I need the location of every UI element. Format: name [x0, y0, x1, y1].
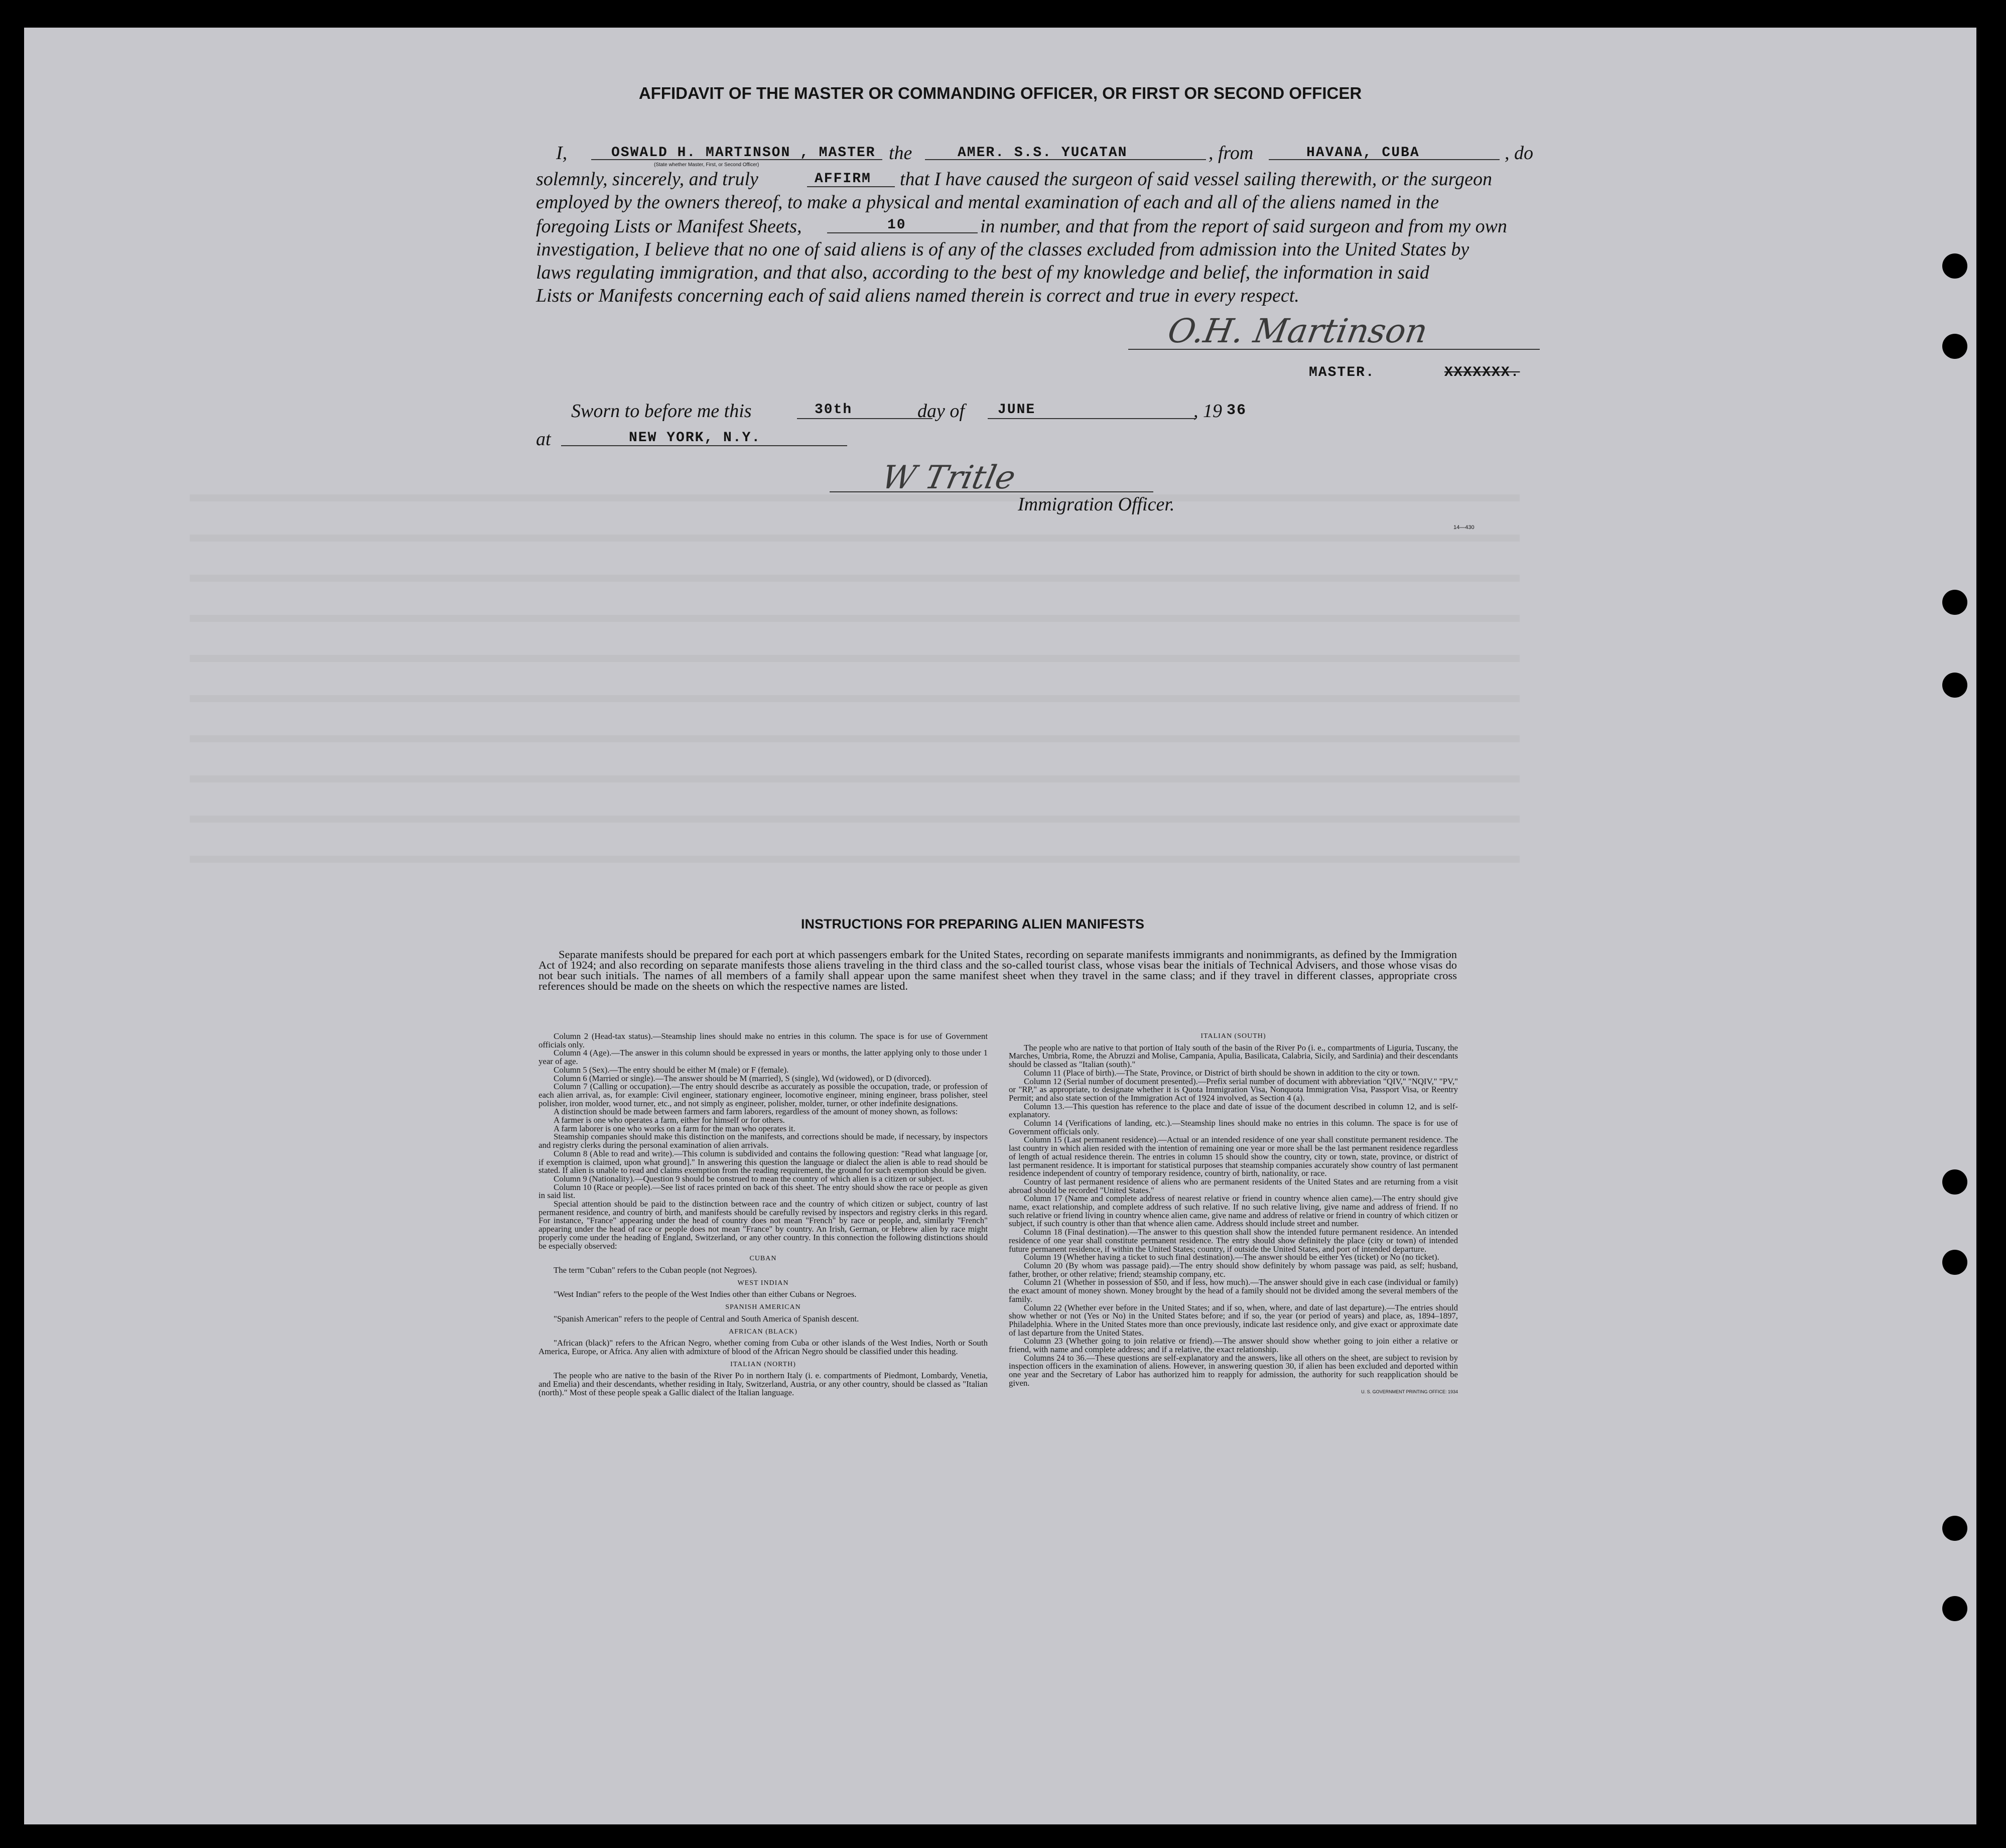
- binder-hole: [1942, 253, 1967, 279]
- affidavit-text: the: [889, 143, 912, 164]
- instruction-paragraph: Column 17 (Name and complete address of nearest relative or friend in country whence alien came).—The entry should give name, exact relationship, and complete address of such relative. If no such relative living, give name and address of friend. If no such relative or friend living in country whence alien came, give name and address of relative or friend in country of which citizen or subject, if such country is other than that whence alien came. Address should include street and number.: [1009, 1194, 1458, 1229]
- instruction-paragraph: "African (black)" refers to the African Negro, whether coming from Cuba or other islands of the West Indies, North or South America, Europe, or Africa. Any alien with admixture of blood of the African Negro should be classified under this heading.: [539, 1338, 988, 1356]
- instruction-paragraph: Column 10 (Race or people).—See list of races printed on back of this sheet. The entry should show the race or people as given in said list.: [539, 1182, 988, 1201]
- instruction-paragraph: Column 12 (Serial number of document presented).—Prefix serial number of document with abbreviation "QIV," "NQIV," "PV," or "RP," as appropriate, to designate whether it is Quota Immigration Visa, Nonquota Immigration Visa, Passport Visa, or Reentry Permit; and also state section of the Immigration Act of 1924 involved, as Section 4 (a).: [1009, 1076, 1458, 1103]
- affidavit-text: in number, and that from the report of said surgeon and from my own: [980, 216, 1507, 237]
- instructions-right-column: [1009, 1032, 1458, 1396]
- instruction-paragraph: Column 14 (Verifications of landing, etc.).—Steamship lines should make no entries in this column. The space is for use of Government officials only.: [1009, 1118, 1458, 1136]
- instruction-paragraph: The people who are native to the basin of the River Po in northern Italy (i. e. compartments of Piedmont, Lombardy, Venetia, and Emelia) and their descendants, whether residing in Italy, Switzerland, Austria, or any other country, should be classed as "Italian (north)." Most of these people speak a Gallic dialect of the Italian language.: [539, 1371, 988, 1397]
- instruction-paragraph: "Spanish American" refers to the people of Central and South America of Spanish descent.: [554, 1313, 859, 1324]
- at-label: at: [536, 429, 551, 450]
- vessel-name-field: AMER. S.S. YUCATAN: [958, 145, 1128, 161]
- affidavit-text: , from: [1209, 143, 1254, 164]
- instruction-paragraph: Steamship companies should make this distinction on the manifests, and corrections should be made, if necessary, by inspectors and registry clerks during the personal examination of alien arrivals.: [539, 1132, 988, 1150]
- instruction-paragraph: "West Indian" refers to the people of the West Indies other than either Cubans or Negroes.: [554, 1289, 857, 1299]
- rank-note: (State whether Master, First, or Second Officer): [654, 162, 759, 168]
- instruction-paragraph: Columns 24 to 36.—These questions are self-explanatory and the answers, like all others on the sheet, are subject to revision by inspection officers in the examination of aliens. However, in answering question 30, if alien has been excluded and deported within one year and the Secretary of Labor has authorized him to reapply for admission, the authority for such reapplication should be given.: [1009, 1353, 1458, 1388]
- instruction-paragraph: A distinction should be made between farmers and farm laborers, regardless of the amount of money shown, as follows:: [554, 1107, 958, 1117]
- instruction-paragraph: Column 23 (Whether going to join relative or friend).—The answer should show whether going to join either a relative or friend, with name and complete address; and if a relative, the exact relationship.: [1009, 1336, 1458, 1355]
- instruction-paragraph: Column 9 (Nationality).—Question 9 should be construed to mean the country of which alien is a citizen or subject.: [554, 1173, 945, 1183]
- binder-hole: [1942, 1250, 1967, 1275]
- binder-hole: [1942, 1596, 1967, 1621]
- signature-title-struck: XXXXXXX.: [1444, 365, 1520, 380]
- section-heading: ITALIAN (SOUTH): [1200, 1032, 1266, 1040]
- instructions-intro: [539, 949, 1457, 991]
- instruction-paragraph: A farm laborer is one who works on a farm for the man who operates it.: [554, 1123, 795, 1133]
- instruction-paragraph: Column 13.—This question has reference to the place and date of issue of the document described in column 12, and is self-explanatory.: [1009, 1101, 1458, 1120]
- section-heading: WEST INDIAN: [737, 1279, 789, 1287]
- instruction-paragraph: Column 7 (Calling or occupation).—The entry should describe as accurately as possible the occupation, trade, or profession of each alien arrival, as, for example: Civil engineer, stationary engineer, locomotive engineer, mining engineer, brass polisher, steel polisher, iron molder, wood turner, etc., and not simply as engineer, polisher, molder, turner, or other indefinite designations.: [539, 1082, 988, 1108]
- instruction-paragraph: Column 6 (Married or single).—The answer should be M (married), S (single), Wd (widowed), or D (divorced).: [554, 1073, 931, 1083]
- section-heading: ITALIAN (NORTH): [730, 1360, 796, 1368]
- binder-hole: [1942, 673, 1967, 698]
- affidavit-text: I,: [556, 143, 568, 164]
- affidavit-text: Lists or Manifests concerning each of said aliens named therein is correct and true in every respect.: [536, 285, 1299, 306]
- binder-hole: [1942, 1516, 1967, 1541]
- section-heading: SPANISH AMERICAN: [725, 1303, 801, 1311]
- officer-signature: W Tritle: [878, 459, 1019, 496]
- printer-imprint: U. S. GOVERNMENT PRINTING OFFICE: 1934: [1361, 1389, 1458, 1394]
- officer-label: Immigration Officer.: [1018, 494, 1175, 515]
- master-signature: O.H. Martinson: [1165, 312, 1431, 350]
- sworn-month-field: JUNE: [998, 402, 1036, 418]
- binder-hole: [1942, 590, 1967, 615]
- instruction-paragraph: Column 5 (Sex).—The entry should be either M (male) or F (female).: [554, 1065, 789, 1075]
- departure-port-field: HAVANA, CUBA: [1306, 145, 1420, 161]
- sheet-count-field: 10: [887, 217, 906, 233]
- instruction-paragraph: Column 18 (Final destination).—The answer to this question shall show the intended future permanent residence. An intended residence of one year shall constitute permanent residence. The entry should show definitely the place (city or town) of intended future permanent residence, if within the United States; country, if outside the United States, and port of intended departure.: [1009, 1227, 1458, 1254]
- instruction-paragraph: Column 21 (Whether in possession of $50, and if less, how much).—The answer should give in each case (individual or family) the exact amount of money shown. Money brought by the head of a family should not be divided among the several members of the family.: [1009, 1277, 1458, 1304]
- intro-paragraph: Separate manifests should be prepared for each port at which passengers embark for the United States, recording on separate manifests immigrants and nonimmigrants, as defined by the Immigration Act of 1924; and also recording on separate manifests those aliens traveling in the third class and the so-called tourist class, whose visas bear the initials of Technical Advisers, and those whose visas do not bear such initials. The names of all members of a family shall appear upon the same manifest sheet when they travel in the same class; and if they travel in different classes, appropriate cross references should be made on the sheets on which the respective names are listed.: [539, 948, 1457, 992]
- sworn-text: day of: [917, 401, 965, 422]
- instruction-paragraph: The people who are native to that portion of Italy south of the basin of the River Po (i. e., compartments of Liguria, Tuscany, the Marches, Umbria, Rome, the Abruzzi and Molise, Campania, Apulia, Basilicata, Calabria, Sicily, and Sardinia) and their descendants should be classed as "Italian (south).": [1009, 1042, 1458, 1070]
- affidavit-text: laws regulating immigration, and that also, according to the best of my knowledge and belief, the information in said: [536, 262, 1429, 283]
- instructions-title: INSTRUCTIONS FOR PREPARING ALIEN MANIFESTS: [800, 916, 1145, 932]
- affidavit-text: investigation, I believe that no one of said aliens is of any of the classes excluded from admission into the United States by: [536, 239, 1469, 260]
- binder-hole: [1942, 1169, 1967, 1195]
- master-name-field: OSWALD H. MARTINSON , MASTER: [611, 145, 876, 161]
- instruction-paragraph: Column 8 (Able to read and write).—This column is subdivided and contains the following question: "Read what language [or, if exemption is claimed, upon what ground]." In answering this question the language or dialect the alien is able to read should be stated. If alien is unable to read and claims exemption from the reading requirement, the ground for such exemption should be given.: [539, 1148, 988, 1175]
- instruction-paragraph: Special attention should be paid to the distinction between race and the country of which citizen or subject, country of last permanent residence, and country of birth, and manifests should be carefully revised by inspectors and registry clerks in this regard. For instance, "France" appearing under the head of country does not mean "French" by race or people, and, similarly "French" appearing under the head of race or people does not mean "France" by country. An Irish, German, or Hebrew alien by race might properly come under the heading of England, Switzerland, or any other country. In this connection the following distinctions should be especially observed:: [539, 1199, 988, 1251]
- sworn-text: Sworn to before me this: [571, 401, 752, 422]
- affidavit-text: employed by the owners thereof, to make a physical and mental examination of each and all of the aliens named in the: [536, 192, 1439, 213]
- sworn-text: , 19: [1193, 401, 1222, 422]
- instruction-paragraph: A farmer is one who operates a farm, either for himself or for others.: [554, 1115, 785, 1125]
- affidavit-text: foregoing Lists or Manifest Sheets,: [536, 216, 802, 237]
- form-number: 14—430: [1453, 524, 1475, 531]
- instruction-paragraph: Country of last permanent residence of aliens who are permanent residents of the United States and are returning from a visit abroad should be recorded "United States.": [1009, 1176, 1458, 1195]
- affidavit-text: solemnly, sincerely, and truly: [536, 169, 758, 190]
- affidavit-text: , do: [1505, 143, 1533, 164]
- instruction-paragraph: Column 2 (Head-tax status).—Steamship lines should make no entries in this column. The space is for use of Government officials only.: [539, 1031, 988, 1049]
- binder-hole: [1942, 334, 1967, 359]
- instruction-paragraph: Column 20 (By whom was passage paid).—The entry should show definitely by whom passage was paid, as self; husband, father, brother, or other relative; friend; steamship company, etc.: [1009, 1260, 1458, 1279]
- instruction-paragraph: Column 22 (Whether ever before in the United States; and if so, when, where, and date of last departure).—The entries should show whether or not (Yes or No) in the United States before; and if so, the year (or period of years) and place, as, 1894–1897, Philadelphia. Where in the United States more than once previously, indicate last residence only, and give exact or approximate date of last departure from the United States.: [1009, 1302, 1458, 1338]
- affirm-field: AFFIRM: [815, 171, 871, 187]
- sworn-place-field: NEW YORK, N.Y.: [629, 430, 761, 446]
- instructions-left-column: [539, 1032, 988, 1397]
- sworn-year-field: 36: [1227, 402, 1247, 419]
- instruction-paragraph: Column 11 (Place of birth).—The State, Province, or District of birth should be shown in addition to the city or town.: [1024, 1068, 1420, 1078]
- affidavit-text: that I have caused the surgeon of said vessel sailing therewith, or the surgeon: [900, 169, 1492, 190]
- section-heading: CUBAN: [749, 1255, 777, 1263]
- affidavit-title: AFFIDAVIT OF THE MASTER OR COMMANDING OFFICER, OR FIRST OR SECOND OFFICER: [638, 84, 1362, 102]
- instruction-paragraph: Column 15 (Last permanent residence).—Actual or an intended residence of one year shall constitute permanent residence. The last country in which alien resided with the intention of remaining one year or more shall be the last permanent residence regardless of length of actual residence therein. The entries in column 15 should show the country, city or town, state, province, or district of last permanent residence. It is important for statistical purposes that steamship companies accurately show country of last permanent residence independent of country of temporary residence, country of birth, nationality, or race.: [1009, 1135, 1458, 1178]
- instruction-paragraph: The term "Cuban" refers to the Cuban people (not Negroes).: [554, 1265, 757, 1275]
- manifest-sheet: [24, 28, 1976, 1824]
- sworn-day-field: 30th: [815, 402, 853, 418]
- signature-title: MASTER.: [1309, 365, 1375, 380]
- instruction-paragraph: Column 4 (Age).—The answer in this column should be expressed in years or months, the latter applying only to those under 1 year of age.: [539, 1048, 988, 1067]
- section-heading: AFRICAN (BLACK): [729, 1328, 797, 1336]
- instruction-paragraph: Column 19 (Whether having a ticket to such final destination).—The answer should be either Yes (ticket) or No (no ticket).: [1024, 1252, 1439, 1262]
